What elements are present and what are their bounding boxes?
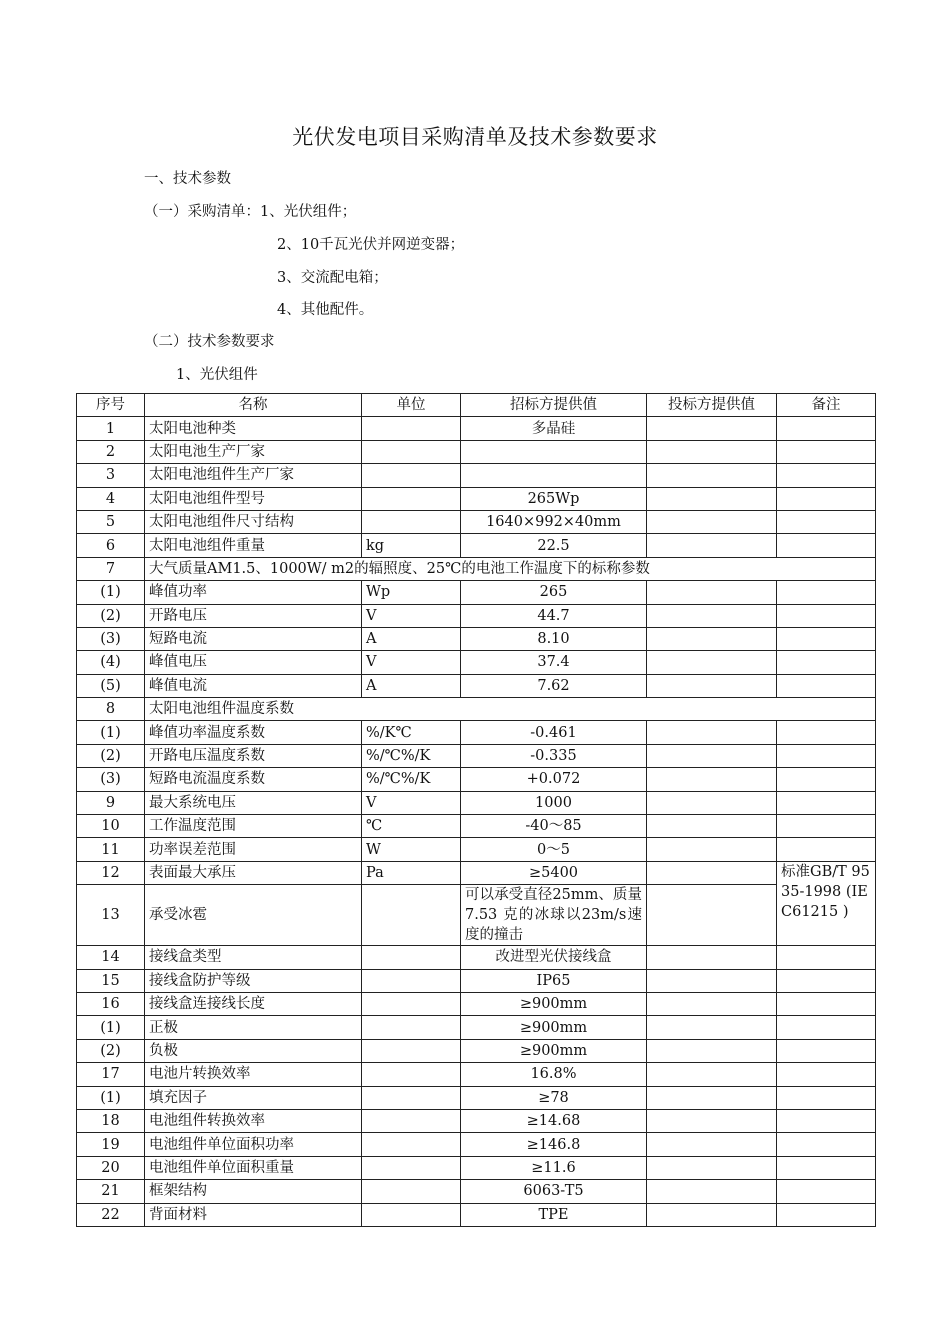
row-bid-value [647, 815, 777, 838]
row-unit [362, 885, 461, 946]
row-remarks [777, 674, 876, 697]
row-bid-value [647, 969, 777, 992]
purchase-item: 3、交流配电箱； [277, 270, 388, 286]
row-tender-value: -0.461 [461, 721, 647, 744]
row-name: 大气质量AM1.5、1000W/ m2的辐照度、25℃的电池工作温度下的标称参数 [145, 557, 876, 580]
row-name: 承受冰雹 [145, 885, 362, 946]
row-tender-value: 44.7 [461, 604, 647, 627]
row-remarks [777, 815, 876, 838]
table-row [77, 1039, 876, 1062]
row-name: 电池组件转换效率 [145, 1109, 362, 1132]
row-name: 太阳电池组件重量 [145, 534, 362, 557]
row-no: (4) [77, 651, 145, 674]
row-no: (2) [77, 744, 145, 767]
table-row [77, 1063, 876, 1086]
row-unit: V [362, 791, 461, 814]
row-bid-value [647, 744, 777, 767]
row-remarks [777, 946, 876, 969]
row-tender-value: +0.072 [461, 768, 647, 791]
row-remarks: 标准GB/T 9535-1998 (IEC61215 ) [777, 861, 876, 945]
table-row [77, 1180, 876, 1203]
row-unit [362, 510, 461, 533]
row-no: 21 [77, 1180, 145, 1203]
table-row [77, 1109, 876, 1132]
row-unit: V [362, 651, 461, 674]
header-tender-value: 招标方提供值 [461, 394, 647, 417]
row-name: 峰值电压 [145, 651, 362, 674]
row-bid-value [647, 838, 777, 861]
row-bid-value [647, 1063, 777, 1086]
row-no: 11 [77, 838, 145, 861]
table-row [77, 791, 876, 814]
row-unit [362, 992, 461, 1015]
row-bid-value [647, 1203, 777, 1226]
row-tender-value: 265 [461, 581, 647, 604]
row-unit: %/K℃ [362, 721, 461, 744]
row-unit: %/℃%/K [362, 744, 461, 767]
table-row [77, 721, 876, 744]
row-name: 峰值功率温度系数 [145, 721, 362, 744]
row-remarks [777, 604, 876, 627]
row-name: 太阳电池组件温度系数 [145, 698, 876, 721]
row-bid-value [647, 1156, 777, 1179]
subheading: 1、光伏组件 [176, 367, 258, 383]
row-bid-value [647, 581, 777, 604]
row-unit [362, 464, 461, 487]
row-no: 19 [77, 1133, 145, 1156]
row-remarks [777, 1156, 876, 1179]
row-no: (1) [77, 721, 145, 744]
purchase-item: 4、其他配件。 [277, 302, 374, 318]
row-bid-value [647, 992, 777, 1015]
row-unit [362, 946, 461, 969]
row-name: 太阳电池组件生产厂家 [145, 464, 362, 487]
row-bid-value [647, 1086, 777, 1109]
spec-table [76, 393, 876, 1227]
row-name: 短路电流 [145, 627, 362, 650]
row-name: 开路电压温度系数 [145, 744, 362, 767]
table-row [77, 744, 876, 767]
table-row [77, 838, 876, 861]
row-name: 正极 [145, 1016, 362, 1039]
row-unit [362, 1156, 461, 1179]
table-row [77, 487, 876, 510]
row-name: 太阳电池组件型号 [145, 487, 362, 510]
row-remarks [777, 1203, 876, 1226]
row-no: 16 [77, 992, 145, 1015]
table-row [77, 861, 876, 884]
row-bid-value [647, 487, 777, 510]
table-row [77, 992, 876, 1015]
row-remarks [777, 651, 876, 674]
row-remarks [777, 1016, 876, 1039]
row-bid-value [647, 1039, 777, 1062]
table-row [77, 768, 876, 791]
row-tender-value [461, 464, 647, 487]
table-row [77, 815, 876, 838]
row-no: 2 [77, 440, 145, 463]
row-name: 接线盒连接线长度 [145, 992, 362, 1015]
row-unit: Wp [362, 581, 461, 604]
row-tender-value: ≥5400 [461, 861, 647, 884]
page-title: 光伏发电项目采购清单及技术参数要求 [292, 125, 658, 149]
row-bid-value [647, 946, 777, 969]
row-name: 负极 [145, 1039, 362, 1062]
table-row [77, 651, 876, 674]
table-row [77, 1203, 876, 1226]
row-bid-value [647, 1109, 777, 1132]
row-bid-value [647, 885, 777, 946]
row-remarks [777, 744, 876, 767]
row-remarks [777, 1086, 876, 1109]
row-no: (3) [77, 627, 145, 650]
row-no: 5 [77, 510, 145, 533]
row-no: 9 [77, 791, 145, 814]
row-name: 框架结构 [145, 1180, 362, 1203]
row-tender-value: 22.5 [461, 534, 647, 557]
row-unit [362, 1180, 461, 1203]
row-no: 8 [77, 698, 145, 721]
row-tender-value: 7.62 [461, 674, 647, 697]
row-no: (3) [77, 768, 145, 791]
row-tender-value: -40～85 [461, 815, 647, 838]
row-remarks [777, 838, 876, 861]
row-remarks [777, 791, 876, 814]
row-bid-value [647, 627, 777, 650]
purchase-list-label: （一）采购清单： [144, 204, 260, 220]
row-bid-value [647, 1180, 777, 1203]
row-unit [362, 1109, 461, 1132]
section-heading: 一、技术参数 [144, 171, 231, 187]
row-name: 电池片转换效率 [145, 1063, 362, 1086]
row-no: 12 [77, 861, 145, 884]
row-no: 6 [77, 534, 145, 557]
row-unit [362, 1063, 461, 1086]
row-unit [362, 487, 461, 510]
row-tender-value: IP65 [461, 969, 647, 992]
row-tender-value: TPE [461, 1203, 647, 1226]
row-name: 功率误差范围 [145, 838, 362, 861]
row-unit: V [362, 604, 461, 627]
row-tender-value: ≥900mm [461, 1039, 647, 1062]
table-row [77, 946, 876, 969]
row-name: 太阳电池生产厂家 [145, 440, 362, 463]
row-name: 表面最大承压 [145, 861, 362, 884]
row-tender-value: 265Wp [461, 487, 647, 510]
row-name: 短路电流温度系数 [145, 768, 362, 791]
row-no: 1 [77, 417, 145, 440]
row-tender-value: -0.335 [461, 744, 647, 767]
row-name: 电池组件单位面积功率 [145, 1133, 362, 1156]
row-no: 10 [77, 815, 145, 838]
row-bid-value [647, 604, 777, 627]
table-row [77, 674, 876, 697]
row-name: 接线盒防护等级 [145, 969, 362, 992]
table-row [77, 510, 876, 533]
row-no: 14 [77, 946, 145, 969]
table-row [77, 1156, 876, 1179]
row-remarks [777, 1109, 876, 1132]
row-unit [362, 969, 461, 992]
row-bid-value [647, 510, 777, 533]
row-no: (1) [77, 1086, 145, 1109]
row-no: 3 [77, 464, 145, 487]
row-no: 18 [77, 1109, 145, 1132]
row-name: 太阳电池组件尺寸结构 [145, 510, 362, 533]
row-remarks [777, 721, 876, 744]
row-unit [362, 440, 461, 463]
row-tender-value: 37.4 [461, 651, 647, 674]
row-remarks [777, 1180, 876, 1203]
row-tender-value: ≥900mm [461, 1016, 647, 1039]
row-tender-value: ≥78 [461, 1086, 647, 1109]
row-remarks [777, 1133, 876, 1156]
row-remarks [777, 992, 876, 1015]
row-tender-value: 改进型光伏接线盒 [461, 946, 647, 969]
table-body [77, 417, 876, 1227]
row-unit [362, 1086, 461, 1109]
row-no: 17 [77, 1063, 145, 1086]
table-row [77, 557, 876, 580]
table-row [77, 969, 876, 992]
row-remarks [777, 417, 876, 440]
row-no: (2) [77, 1039, 145, 1062]
row-unit [362, 1133, 461, 1156]
row-name: 最大系统电压 [145, 791, 362, 814]
table-row [77, 1016, 876, 1039]
row-unit: A [362, 674, 461, 697]
row-bid-value [647, 1016, 777, 1039]
row-tender-value: 可以承受直径25mm、质量 7.53 克的冰球以23m/s速度的撞击 [461, 885, 647, 946]
row-name: 太阳电池种类 [145, 417, 362, 440]
subsection-heading: （二）技术参数要求 [144, 334, 275, 350]
table-header-row [77, 394, 876, 417]
header-no: 序号 [77, 394, 145, 417]
row-no: 4 [77, 487, 145, 510]
purchase-item: 2、10千瓦光伏并网逆变器； [277, 237, 465, 253]
table-row [77, 1133, 876, 1156]
row-tender-value: 1640×992×40mm [461, 510, 647, 533]
table-row [77, 440, 876, 463]
row-tender-value [461, 440, 647, 463]
header-unit: 单位 [362, 394, 461, 417]
row-no: (2) [77, 604, 145, 627]
row-bid-value [647, 791, 777, 814]
row-unit: kg [362, 534, 461, 557]
table-row [77, 698, 876, 721]
table-row [77, 464, 876, 487]
table-row [77, 581, 876, 604]
table-row [77, 885, 876, 946]
row-unit [362, 1039, 461, 1062]
row-tender-value: 0～5 [461, 838, 647, 861]
purchase-list-line-1 [144, 200, 356, 221]
row-tender-value: ≥14.68 [461, 1109, 647, 1132]
row-remarks [777, 581, 876, 604]
row-tender-value: 1000 [461, 791, 647, 814]
row-unit [362, 1203, 461, 1226]
row-bid-value [647, 861, 777, 884]
row-bid-value [647, 534, 777, 557]
row-unit: A [362, 627, 461, 650]
row-unit: %/℃%/K [362, 768, 461, 791]
row-no: (5) [77, 674, 145, 697]
row-bid-value [647, 651, 777, 674]
row-name: 接线盒类型 [145, 946, 362, 969]
row-unit [362, 417, 461, 440]
row-remarks [777, 1063, 876, 1086]
row-remarks [777, 440, 876, 463]
header-bid-value: 投标方提供值 [647, 394, 777, 417]
table-row [77, 627, 876, 650]
purchase-item: 1、光伏组件； [260, 204, 357, 220]
row-remarks [777, 510, 876, 533]
row-bid-value [647, 768, 777, 791]
table-row [77, 534, 876, 557]
row-bid-value [647, 417, 777, 440]
row-bid-value [647, 721, 777, 744]
row-name: 填充因子 [145, 1086, 362, 1109]
row-tender-value: ≥11.6 [461, 1156, 647, 1179]
row-remarks [777, 627, 876, 650]
row-tender-value: 8.10 [461, 627, 647, 650]
row-bid-value [647, 1133, 777, 1156]
row-tender-value: 多晶硅 [461, 417, 647, 440]
row-name: 工作温度范围 [145, 815, 362, 838]
row-tender-value: ≥146.8 [461, 1133, 647, 1156]
row-remarks [777, 1039, 876, 1062]
row-no: 7 [77, 557, 145, 580]
row-no: 13 [77, 885, 145, 946]
row-no: 22 [77, 1203, 145, 1226]
row-tender-value: ≥900mm [461, 992, 647, 1015]
row-no: 20 [77, 1156, 145, 1179]
row-remarks [777, 768, 876, 791]
row-tender-value: 6063-T5 [461, 1180, 647, 1203]
row-unit: Pa [362, 861, 461, 884]
row-tender-value: 16.8% [461, 1063, 647, 1086]
row-remarks [777, 487, 876, 510]
row-name: 峰值功率 [145, 581, 362, 604]
table-row [77, 604, 876, 627]
row-remarks [777, 534, 876, 557]
row-bid-value [647, 464, 777, 487]
row-unit [362, 1016, 461, 1039]
row-no: (1) [77, 581, 145, 604]
table-row [77, 417, 876, 440]
row-name: 峰值电流 [145, 674, 362, 697]
row-remarks [777, 969, 876, 992]
table-row [77, 1086, 876, 1109]
header-name: 名称 [145, 394, 362, 417]
row-unit: ℃ [362, 815, 461, 838]
row-bid-value [647, 440, 777, 463]
row-bid-value [647, 674, 777, 697]
row-name: 开路电压 [145, 604, 362, 627]
row-name: 电池组件单位面积重量 [145, 1156, 362, 1179]
row-no: 15 [77, 969, 145, 992]
row-no: (1) [77, 1016, 145, 1039]
row-name: 背面材料 [145, 1203, 362, 1226]
row-unit: W [362, 838, 461, 861]
header-remarks: 备注 [777, 394, 876, 417]
row-remarks [777, 464, 876, 487]
